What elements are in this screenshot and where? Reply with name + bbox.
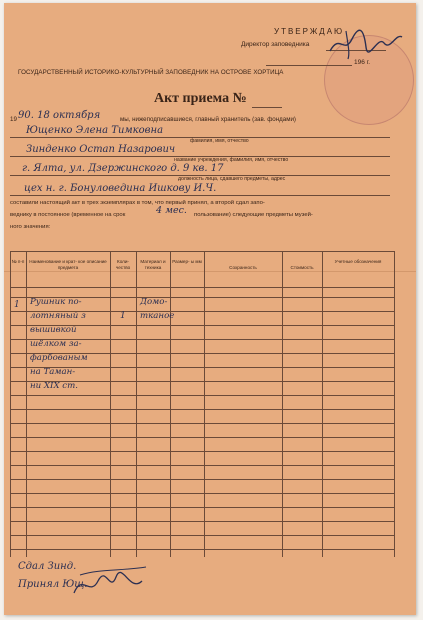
donor-name: Зинденко Остап Назарович bbox=[26, 144, 176, 155]
line-4 bbox=[10, 195, 390, 196]
keeper-name: Ющенко Элена Тимковна bbox=[26, 125, 164, 136]
caption-name: фамилия, имя, отчество bbox=[190, 138, 249, 144]
row-material-line: тканое bbox=[140, 311, 175, 321]
row-description-line: фарбованым bbox=[30, 353, 88, 363]
table-row-line bbox=[10, 507, 394, 508]
row-number: 1 bbox=[14, 300, 20, 310]
table-top-border bbox=[10, 251, 394, 252]
table-col-border bbox=[110, 251, 111, 557]
act-date: 90. 18 октября bbox=[18, 110, 101, 121]
header-quantity: Коли- чество bbox=[115, 259, 131, 270]
table-col-border bbox=[10, 251, 11, 557]
row-description-line: шёлком за- bbox=[30, 339, 82, 349]
row-description-line: ни ХІХ ст. bbox=[30, 381, 78, 391]
document-sheet bbox=[4, 3, 416, 615]
table-row-line bbox=[10, 451, 394, 452]
paragraph-2a: веднику в постоянное (временное на срок bbox=[10, 212, 126, 218]
signature-scribble bbox=[70, 563, 150, 603]
header-value: Стоимость bbox=[290, 265, 314, 270]
table-row-line bbox=[10, 549, 394, 550]
receiver-line: цех н. г. Бонуловедина Ишкову И.Ч. bbox=[24, 183, 217, 194]
approval-heading: УТВЕРЖДАЮ bbox=[274, 27, 345, 36]
handed-signature: Сдал Зинд. bbox=[18, 561, 77, 572]
row-description-line: вышивкой bbox=[30, 325, 77, 335]
table-row-line bbox=[10, 437, 394, 438]
director-signature bbox=[326, 25, 406, 61]
table-row-line bbox=[10, 521, 394, 522]
paragraph-2b: пользование) следующие предметы музей- bbox=[194, 212, 313, 218]
director-label: Директор заповедника bbox=[241, 41, 310, 48]
row-quantity: 1 bbox=[120, 311, 126, 321]
approval-year: 196 г. bbox=[354, 59, 371, 66]
caption-position: должность лица, сдавшего предметы, адрес bbox=[178, 176, 286, 182]
document-title: Акт приема № bbox=[154, 91, 247, 106]
intro-printed-text: мы, нижеподписавшиеся, главный хранитель (зав. фондами) bbox=[120, 116, 296, 123]
header-accounting: Учетные обозначения bbox=[334, 259, 382, 264]
table-row-line bbox=[10, 465, 394, 466]
header-size: Размер- ы мм bbox=[172, 259, 202, 264]
donor-address: г. Ялта, ул. Дзержинского д. 9 кв. 17 bbox=[22, 163, 224, 174]
table-row-line bbox=[10, 493, 394, 494]
table-col-border bbox=[136, 251, 137, 557]
row-material-line: Домо- bbox=[140, 297, 168, 307]
table-col-border bbox=[204, 251, 205, 557]
table-row-line bbox=[10, 479, 394, 480]
approval-date-line bbox=[266, 65, 352, 66]
table-row-line bbox=[10, 409, 394, 410]
loan-term: 4 мес. bbox=[156, 205, 187, 216]
table-row-line bbox=[10, 423, 394, 424]
table-col-border bbox=[394, 251, 395, 557]
received-signature: Принял Ющ. bbox=[18, 579, 88, 590]
row-description-line: на Таман- bbox=[30, 367, 76, 377]
header-condition: Сохранность bbox=[229, 265, 257, 270]
row-description-line: лотняный з bbox=[30, 311, 86, 321]
table-col-border bbox=[26, 251, 27, 557]
row-description-line: Рушник по- bbox=[30, 297, 82, 307]
paragraph-1: составили настоящий акт в трех экземплярах в том, что первый принял, а второй сдал запо- bbox=[10, 200, 265, 206]
header-number: № п-п bbox=[11, 259, 25, 264]
institution-name: ГОСУДАРСТВЕННЫЙ ИСТОРИКО-КУЛЬТУРНЫЙ ЗАПОВЕДНИК НА ОСТРОВЕ ХОРТИЦА bbox=[18, 69, 284, 76]
table-col-border bbox=[282, 251, 283, 557]
table-col-border bbox=[322, 251, 323, 557]
items-table bbox=[10, 251, 394, 557]
table-header-border bbox=[10, 287, 394, 288]
year-prefix: 19 bbox=[10, 116, 17, 123]
table-row-line bbox=[10, 535, 394, 536]
act-number-line bbox=[252, 107, 282, 108]
table-row-line bbox=[10, 395, 394, 396]
header-material: Материал и техника bbox=[140, 259, 166, 270]
header-description: Наименование и крат- кое описание предмета bbox=[29, 259, 107, 270]
table-col-border bbox=[170, 251, 171, 557]
caption-institution: название учреждения, фамилия, имя, отчество bbox=[174, 157, 289, 163]
paragraph-3: ного значения: bbox=[10, 224, 51, 230]
